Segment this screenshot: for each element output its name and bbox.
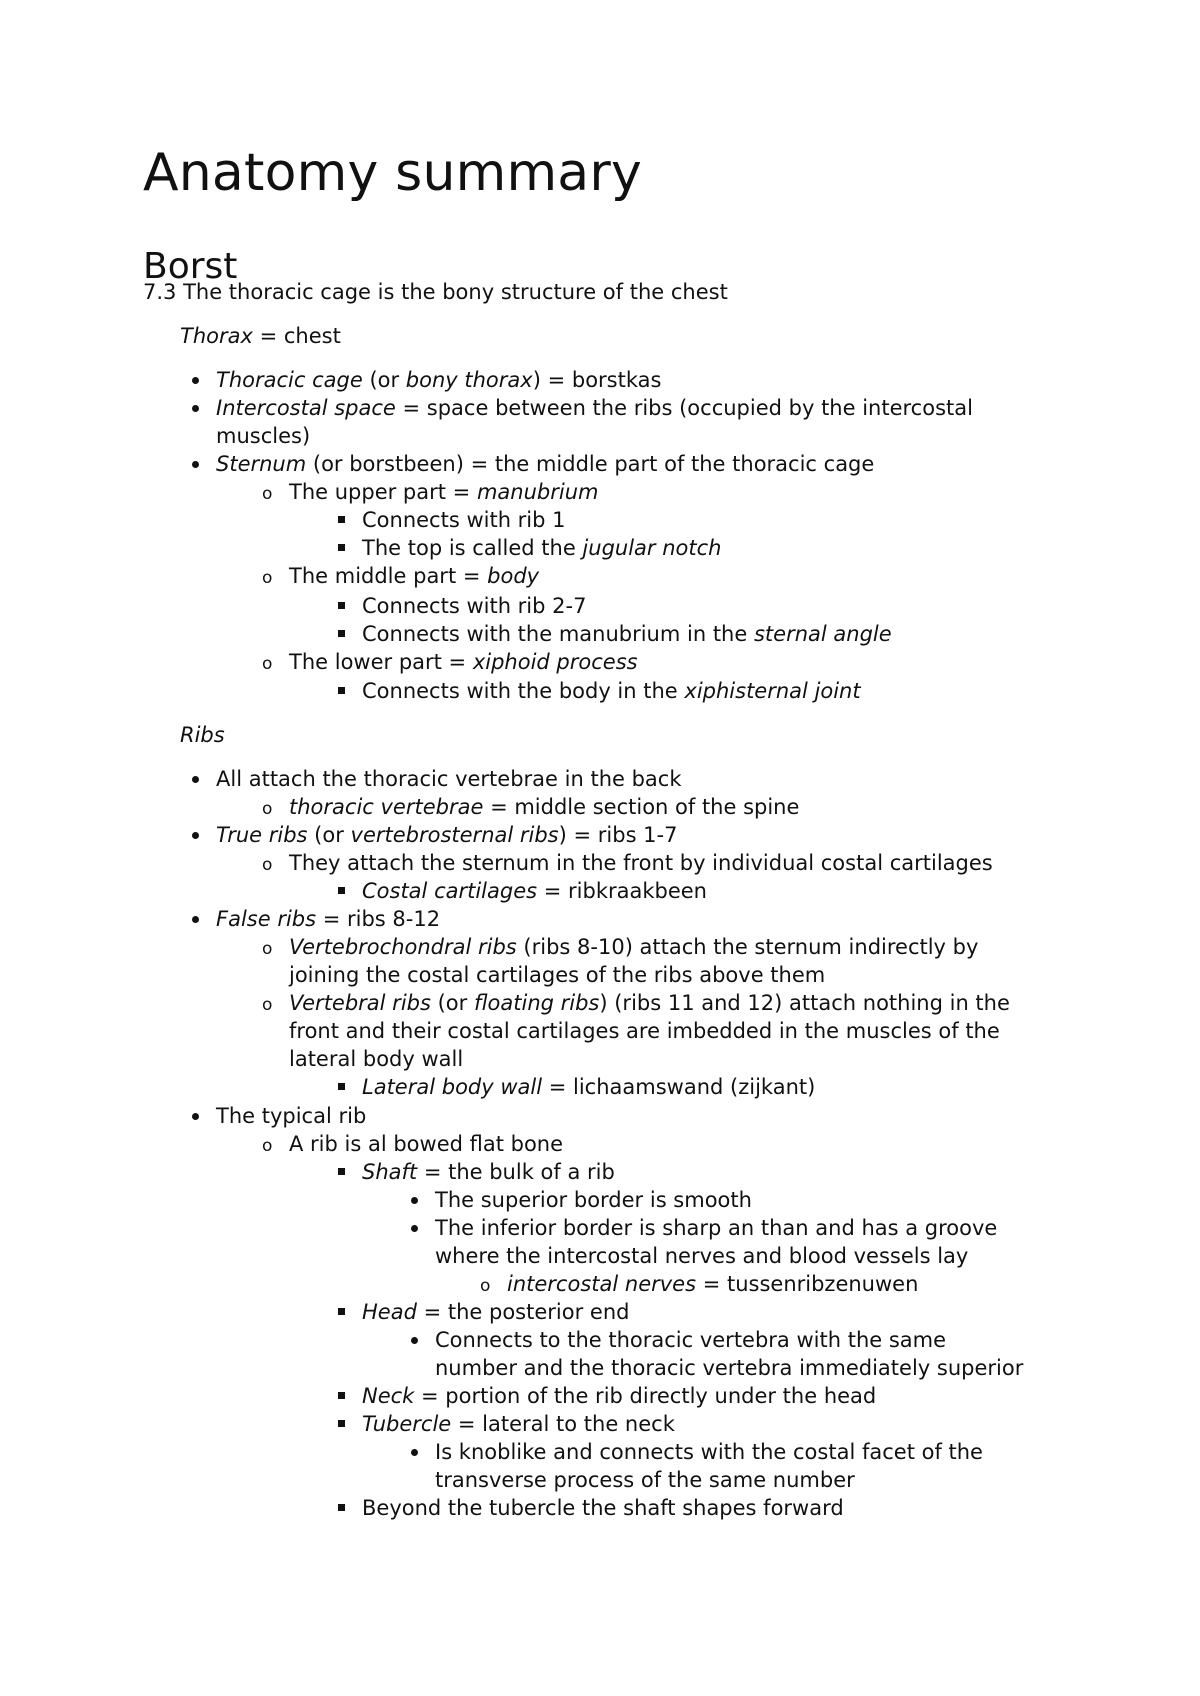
italic-term: intercostal nerves <box>507 1272 697 1296</box>
text-run: muscles) <box>216 424 311 448</box>
text-run: The lower part = <box>289 650 473 674</box>
text-run: = the bulk of a rib <box>417 1160 615 1184</box>
text-line <box>289 849 993 877</box>
text-line <box>362 592 586 620</box>
text-line <box>362 620 892 648</box>
bullet-circle-icon: o <box>262 1136 273 1156</box>
text-line <box>289 648 638 676</box>
text-run: where the intercostal nerves and blood vessels lay <box>435 1244 969 1268</box>
text-line <box>216 394 973 422</box>
italic-term: Ribs <box>180 723 225 747</box>
text-line <box>180 322 341 350</box>
text-run: = ribs 8-12 <box>316 907 441 931</box>
italic-term: body <box>487 564 540 588</box>
text-line <box>507 1270 918 1298</box>
text-line <box>216 1102 366 1130</box>
text-line <box>362 1158 615 1186</box>
text-run: The upper part = <box>289 480 477 504</box>
italic-term: jugular notch <box>582 536 722 560</box>
text-run: joining the costal cartilages of the ribs above them <box>289 963 826 987</box>
text-line <box>216 765 682 793</box>
text-line <box>362 1298 629 1326</box>
text-line <box>362 1410 675 1438</box>
text-line <box>289 478 598 506</box>
text-line <box>216 422 310 450</box>
text-run: The typical rib <box>216 1104 367 1128</box>
text-line <box>143 278 728 306</box>
bullet-circle-icon: o <box>262 939 273 959</box>
bullet-circle-icon: o <box>262 484 273 504</box>
italic-term: Intercostal space <box>216 396 396 420</box>
italic-term: bony thorax <box>405 368 533 392</box>
text-run: Beyond the tubercle the shaft shapes forward <box>362 1496 844 1520</box>
bullet-circle-icon: o <box>262 654 273 674</box>
text-run: (or <box>307 823 351 847</box>
text-run: 7.3 The thoracic cage is the bony structure of the chest <box>143 280 728 304</box>
text-line <box>435 1466 855 1494</box>
bullet-circle-icon: o <box>262 855 273 875</box>
text-run: Connects with the manubrium in the <box>362 622 754 646</box>
text-run: Connects to the thoracic vertebra with the same <box>435 1328 947 1352</box>
text-run: = the posterior end <box>416 1300 630 1324</box>
text-line <box>289 793 799 821</box>
text-run: The superior border is smooth <box>435 1188 752 1212</box>
section-heading: Borst <box>143 246 238 287</box>
text-line <box>435 1214 997 1242</box>
italic-term: thoracic vertebrae <box>289 795 484 819</box>
text-line <box>180 721 225 749</box>
text-line <box>362 506 566 534</box>
text-line <box>216 905 440 933</box>
text-line <box>362 877 707 905</box>
text-line <box>435 1438 983 1466</box>
text-line <box>216 821 677 849</box>
italic-term: Tubercle <box>362 1412 452 1436</box>
text-run: (or <box>430 991 474 1015</box>
text-run: All attach the thoracic vertebrae in the back <box>216 767 682 791</box>
text-run: = middle section of the spine <box>483 795 800 819</box>
text-run: = tussenribzenuwen <box>696 1272 919 1296</box>
text-line <box>289 961 825 989</box>
text-line <box>362 1073 815 1101</box>
text-run: The inferior border is sharp an than and has a groove <box>435 1216 998 1240</box>
text-run: (or borstbeen) = the middle part of the thoracic cage <box>306 452 875 476</box>
text-run: (or <box>362 368 406 392</box>
italic-term: False ribs <box>216 907 317 931</box>
italic-term: floating ribs <box>473 991 600 1015</box>
text-line <box>362 1382 876 1410</box>
text-line <box>362 534 721 562</box>
text-run: lateral body wall <box>289 1047 464 1071</box>
text-line <box>216 366 661 394</box>
italic-term: Sternum <box>216 452 307 476</box>
bullet-circle-icon: o <box>262 568 273 588</box>
text-run: Connects with rib 1 <box>362 508 566 532</box>
text-run: The top is called the <box>362 536 583 560</box>
text-line <box>289 1130 563 1158</box>
bullet-circle-icon: o <box>262 799 273 819</box>
document-title: Anatomy summary <box>143 143 642 203</box>
italic-term: Vertebrochondral ribs <box>289 935 517 959</box>
text-line <box>289 989 1010 1017</box>
text-run: Connects with rib 2-7 <box>362 594 587 618</box>
italic-term: Thorax <box>180 324 253 348</box>
text-run: ) = ribs 1-7 <box>558 823 678 847</box>
text-line <box>289 562 539 590</box>
text-run: They attach the sternum in the front by individual costal cartilages <box>289 851 993 875</box>
text-run: (ribs 8-10) attach the sternum indirectly by <box>516 935 979 959</box>
italic-term: Thoracic cage <box>216 368 363 392</box>
italic-term: True ribs <box>216 823 308 847</box>
italic-term: Costal cartilages <box>362 879 538 903</box>
italic-term: vertebrosternal ribs <box>350 823 559 847</box>
italic-term: Neck <box>362 1384 415 1408</box>
italic-term: manubrium <box>476 480 599 504</box>
bullet-circle-icon: o <box>262 995 273 1015</box>
italic-term: xiphisternal joint <box>684 679 861 703</box>
text-line <box>435 1354 1023 1382</box>
italic-term: Shaft <box>362 1160 418 1184</box>
text-run: = space between the ribs (occupied by the intercostal <box>395 396 973 420</box>
text-run: = portion of the rib directly under the head <box>414 1384 877 1408</box>
text-run: = ribkraakbeen <box>537 879 707 903</box>
italic-term: Lateral body wall <box>362 1075 543 1099</box>
bullet-circle-icon: o <box>480 1276 491 1296</box>
text-run: ) (ribs 11 and 12) attach nothing in the <box>599 991 1010 1015</box>
text-run: = chest <box>252 324 341 348</box>
text-run: number and the thoracic vertebra immediately superior <box>435 1356 1024 1380</box>
text-run: = lateral to the neck <box>451 1412 675 1436</box>
italic-term: Head <box>362 1300 417 1324</box>
text-line <box>216 450 874 478</box>
text-line <box>435 1242 968 1270</box>
text-line <box>362 1494 844 1522</box>
text-line <box>435 1326 946 1354</box>
text-line <box>362 677 861 705</box>
text-run: A rib is al bowed flat bone <box>289 1132 564 1156</box>
text-line <box>289 933 978 961</box>
text-run: Connects with the body in the <box>362 679 685 703</box>
text-run: ) = borstkas <box>532 368 662 392</box>
text-run: transverse process of the same number <box>435 1468 855 1492</box>
text-run: front and their costal cartilages are imbedded in the muscles of the <box>289 1019 1000 1043</box>
text-line <box>289 1017 1000 1045</box>
text-line <box>435 1186 752 1214</box>
text-run: The middle part = <box>289 564 488 588</box>
italic-term: Vertebral ribs <box>289 991 431 1015</box>
text-run: = lichaamswand (zijkant) <box>542 1075 816 1099</box>
text-line <box>289 1045 463 1073</box>
italic-term: sternal angle <box>753 622 892 646</box>
text-run: Is knoblike and connects with the costal facet of the <box>435 1440 983 1464</box>
italic-term: xiphoid process <box>472 650 638 674</box>
